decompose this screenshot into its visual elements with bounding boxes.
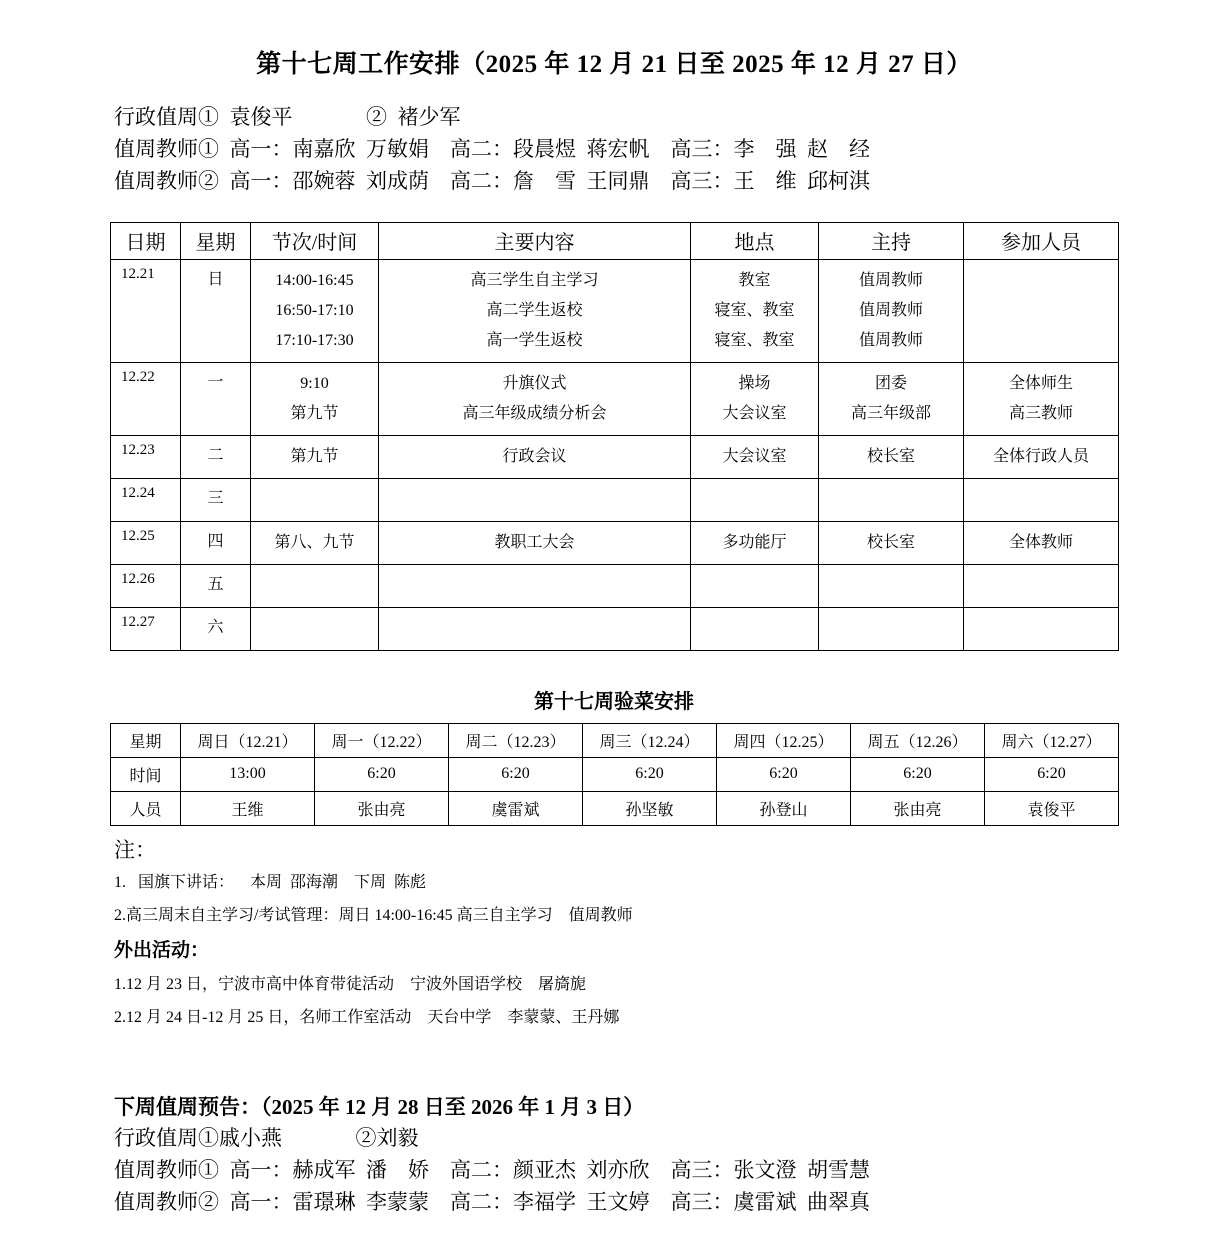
inspection-person: 袁俊平 [985,791,1119,825]
inspection-time: 6:20 [717,757,851,791]
content-line: 教职工大会 [494,533,575,551]
cell-date: 12.23 [111,435,181,478]
participant-line [964,326,1118,356]
cell-content [379,521,691,564]
content-line: 行政会议 [502,447,567,465]
table-row [111,521,1119,564]
schedule-table-body [111,259,1119,650]
cell-date: 12.25 [111,521,181,564]
cell-place [691,607,819,650]
inspection-time-row [111,757,1119,791]
content-line: 高三年级成绩分析会 [462,404,607,422]
cell-participants [964,521,1119,564]
cell-date: 12.27 [111,607,181,650]
cell-content [379,607,691,650]
table-row [111,259,1119,362]
table-row [111,564,1119,607]
cell-weekday: 二 [181,435,251,478]
host-line: 校长室 [866,533,915,551]
place-line: 大会议室 [722,404,787,422]
cell-host [819,521,964,564]
cell-period [251,521,379,564]
inspection-day: 周二（12.23） [449,723,583,757]
participant-line [964,571,1118,601]
period-line: 第九节 [290,447,339,465]
cell-date: 12.22 [111,362,181,435]
cell-host [819,564,964,607]
duty-teacher-line-1: 值周教师① 高一：南嘉欣 万敏娟 高二：段晨煜 蒋宏帆 高三：李 强 赵 经 [114,136,870,161]
cell-host [819,478,964,521]
inspection-person-row [111,791,1119,825]
inspection-person: 虞雷斌 [449,791,583,825]
outing-item-1: 1.12 月 23 日，宁波市高中体育带徒活动 宁波外国语学校 屠旖旎 [114,976,587,993]
period-line: 第九节 [290,404,339,422]
host-line [819,485,963,515]
participant-line [964,296,1118,326]
food-inspection-table [110,723,1119,826]
table-row [111,362,1119,435]
table-header-row [111,222,1119,259]
cell-participants [964,607,1119,650]
cell-weekday: 三 [181,478,251,521]
host-line: 团委 [874,374,907,392]
place-line: 寝室、教室 [714,331,795,349]
cell-host [819,435,964,478]
content-line: 高三学生自主学习 [470,271,599,289]
inspection-day: 周一（12.22） [315,723,449,757]
cell-place [691,435,819,478]
period-line [251,485,378,515]
content-line: 高二学生返校 [486,301,583,319]
preview-teacher-line-2: 值周教师② 高一：雷璟琳 李蒙蒙 高二：李福学 王文婷 高三：虞雷斌 曲翠真 [114,1189,870,1214]
participant-line [964,614,1118,644]
host-line: 值周教师 [858,271,923,289]
cell-participants [964,478,1119,521]
table-row [111,478,1119,521]
content-line: 高一学生返校 [486,331,583,349]
participant-line: 全体行政人员 [992,447,1089,465]
inspection-person: 孙登山 [717,791,851,825]
inspection-person: 张由亮 [315,791,449,825]
table-row [111,435,1119,478]
place-line: 操场 [738,374,771,392]
note-item-1: 1. 国旗下讲话： 本周 邵海潮 下周 陈彪 [114,874,427,892]
page-title: 第十七周工作安排（2025 年 12 月 21 日至 2025 年 12 月 27 日） [256,51,972,78]
cell-content [379,478,691,521]
cell-content [379,362,691,435]
col-header-content: 主要内容 [379,222,691,259]
period-line: 14:00-16:45 [275,271,354,289]
inspection-time: 6:20 [449,757,583,791]
cell-host [819,362,964,435]
preview-teacher-line-1: 值周教师① 高一：赫成军 潘 娇 高二：颜亚杰 刘亦欣 高三：张文澄 胡雪慧 [114,1158,870,1183]
cell-weekday: 五 [181,564,251,607]
cell-place [691,259,819,362]
preview-admin-line: 行政值周①戚小燕 ②刘毅 [114,1126,419,1151]
participant-line: 高三教师 [1008,404,1073,422]
admin-duty-line: 行政值周① 袁俊平 ② 褚少军 [114,105,461,129]
place-line: 大会议室 [722,447,787,465]
cell-weekday: 六 [181,607,251,650]
cell-host [819,259,964,362]
cell-weekday: 日 [181,259,251,362]
content-line: 升旗仪式 [502,374,567,392]
cell-period [251,259,379,362]
cell-content [379,259,691,362]
cell-participants [964,435,1119,478]
cell-period [251,607,379,650]
period-line: 9:10 [300,374,329,392]
cell-participants [964,564,1119,607]
col-header-date: 日期 [111,222,181,259]
duty-roster-block [114,102,1118,198]
cell-place [691,564,819,607]
place-line [691,614,818,644]
cell-participants [964,259,1119,362]
cell-date: 12.26 [111,564,181,607]
cell-weekday: 一 [181,362,251,435]
duty-teacher-line-2: 值周教师② 高一：邵婉蓉 刘成荫 高二：詹 雪 王同鼎 高三：王 维 邱柯淇 [114,168,870,193]
inspection-day: 周三（12.24） [583,723,717,757]
participant-line: 全体教师 [1008,533,1073,551]
cell-period [251,564,379,607]
preview-title: 下周值周预告：（2025 年 12 月 28 日至 2026 年 1 月 3 日） [114,1094,645,1119]
cell-place [691,478,819,521]
content-line [379,571,690,601]
host-line: 校长室 [866,447,915,465]
note-item-2: 2.高三周末自主学习/考试管理：周日 14:00-16:45 高三自主学习 值周教师 [114,907,633,925]
cell-host [819,607,964,650]
period-line [251,571,378,601]
place-line [691,571,818,601]
notes-heading: 注： [114,837,156,862]
inspection-time: 6:20 [985,757,1119,791]
row-label-person: 人员 [111,791,181,825]
col-header-host: 主持 [819,222,964,259]
inspection-person: 王维 [181,791,315,825]
cell-date: 12.21 [111,259,181,362]
cell-weekday: 四 [181,521,251,564]
outing-heading: 外出活动： [114,939,210,961]
host-line [819,571,963,601]
place-line: 多功能厅 [722,533,787,551]
next-week-preview [114,1091,1118,1219]
cell-participants [964,362,1119,435]
table-row [111,607,1119,650]
period-line [251,614,378,644]
inspection-title: 第十七周验菜安排 [534,690,694,713]
cell-place [691,362,819,435]
inspection-header-row [111,723,1119,757]
section-spacer [110,651,1118,689]
row-label-time: 时间 [111,757,181,791]
notes-section [114,834,1118,1035]
inspection-day: 周五（12.26） [851,723,985,757]
content-line [379,485,690,515]
host-line [819,614,963,644]
period-line: 16:50-17:10 [275,301,354,319]
section-spacer [110,1035,1118,1091]
col-header-period: 节次/时间 [251,222,379,259]
cell-period [251,435,379,478]
col-header-weekday: 星期 [181,222,251,259]
period-line: 17:10-17:30 [275,331,354,349]
col-header-participants: 参加人员 [964,222,1119,259]
inspection-person: 孙坚敏 [583,791,717,825]
period-line: 第八、九节 [274,533,355,551]
cell-period [251,362,379,435]
participant-line [964,266,1118,296]
cell-content [379,564,691,607]
host-line: 值周教师 [858,331,923,349]
inspection-time: 6:20 [851,757,985,791]
cell-period [251,478,379,521]
row-label-weekday: 星期 [111,723,181,757]
inspection-day: 周四（12.25） [717,723,851,757]
host-line: 值周教师 [858,301,923,319]
participant-line [964,485,1118,515]
inspection-day: 周六（12.27） [985,723,1119,757]
place-line: 教室 [738,271,771,289]
participant-line: 全体师生 [1008,374,1073,392]
place-line: 寝室、教室 [714,301,795,319]
inspection-time: 6:20 [315,757,449,791]
inspection-day: 周日（12.21） [181,723,315,757]
weekly-schedule-table [110,222,1119,651]
host-line: 高三年级部 [850,404,931,422]
place-line [691,485,818,515]
cell-content [379,435,691,478]
inspection-time: 13:00 [181,757,315,791]
outing-item-2: 2.12 月 24 日-12 月 25 日，名师工作室活动 天台中学 李蒙蒙、王丹娜 [114,1008,620,1026]
inspection-person: 张由亮 [851,791,985,825]
inspection-time: 6:20 [583,757,717,791]
col-header-place: 地点 [691,222,819,259]
cell-date: 12.24 [111,478,181,521]
content-line [379,614,690,644]
cell-place [691,521,819,564]
